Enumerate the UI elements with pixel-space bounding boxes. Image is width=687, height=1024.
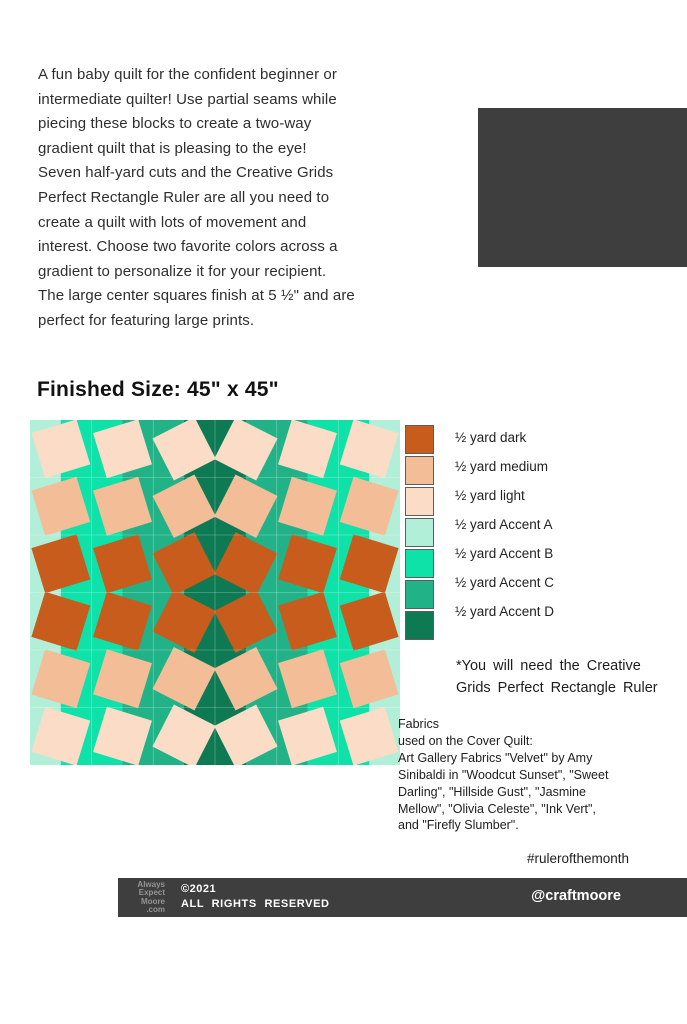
legend-label: ½ yard medium <box>455 459 549 474</box>
legend-label: ½ yard Accent C <box>455 575 555 590</box>
legend-swatch <box>405 549 434 578</box>
legend-label: ½ yard Accent B <box>455 546 554 561</box>
legend-label: ½ yard light <box>455 488 525 503</box>
quilt-diagram <box>30 420 400 765</box>
intro-paragraph: A fun baby quilt for the confident beginner or intermediate quilter! Use partial seams while piecing these blocks to create a two-way gradient quilt that is pleasing to the eye! Seven half-yard cuts and the Creative Grids Perfect Rectangle Ruler are all you need to create a quilt with lots of movement and interest. Choose two favorite colors across a gradient to personalize it for your recipient. The large center squares finish at 5 ½" and are perfect for featuring large prints. <box>38 66 355 329</box>
footer-bar <box>118 878 687 917</box>
legend-swatches <box>405 425 434 642</box>
copyright-block <box>181 883 330 910</box>
cover-photo-placeholder <box>478 108 687 267</box>
legend-label: ½ yard dark <box>455 430 527 445</box>
rights-reserved: ALL RIGHTS RESERVED <box>181 898 330 910</box>
social-handle: @craftmoore <box>531 888 621 904</box>
legend-swatch <box>405 487 434 516</box>
legend-swatch <box>405 456 434 485</box>
legend-labels <box>455 423 554 626</box>
legend-swatch <box>405 425 434 454</box>
ruler-note: *You will need the Creative Grids Perfect Rectangle Ruler <box>456 658 658 696</box>
copyright-year: ©2021 <box>181 883 217 895</box>
hashtag: #rulerofthemonth <box>526 851 629 866</box>
legend-swatch <box>405 611 434 640</box>
legend-label: ½ yard Accent D <box>455 604 555 619</box>
always-expect-moore-logo: Always Expect Moore .com <box>137 880 165 914</box>
legend-label: ½ yard Accent A <box>455 517 553 532</box>
finished-size-heading: Finished Size: 45" x 45" <box>37 378 279 401</box>
legend-swatch <box>405 518 434 547</box>
fabrics-note: Fabrics used on the Cover Quilt: Art Gallery Fabrics "Velvet" by Amy Sinibaldi in "Woodcut Sunset", "Sweet Darling", "Hillside Gust", "Jasmine Mellow", "Olivia Celeste", "Ink Vert", and "Firefly Slumber". <box>398 717 609 833</box>
legend-swatch <box>405 580 434 609</box>
